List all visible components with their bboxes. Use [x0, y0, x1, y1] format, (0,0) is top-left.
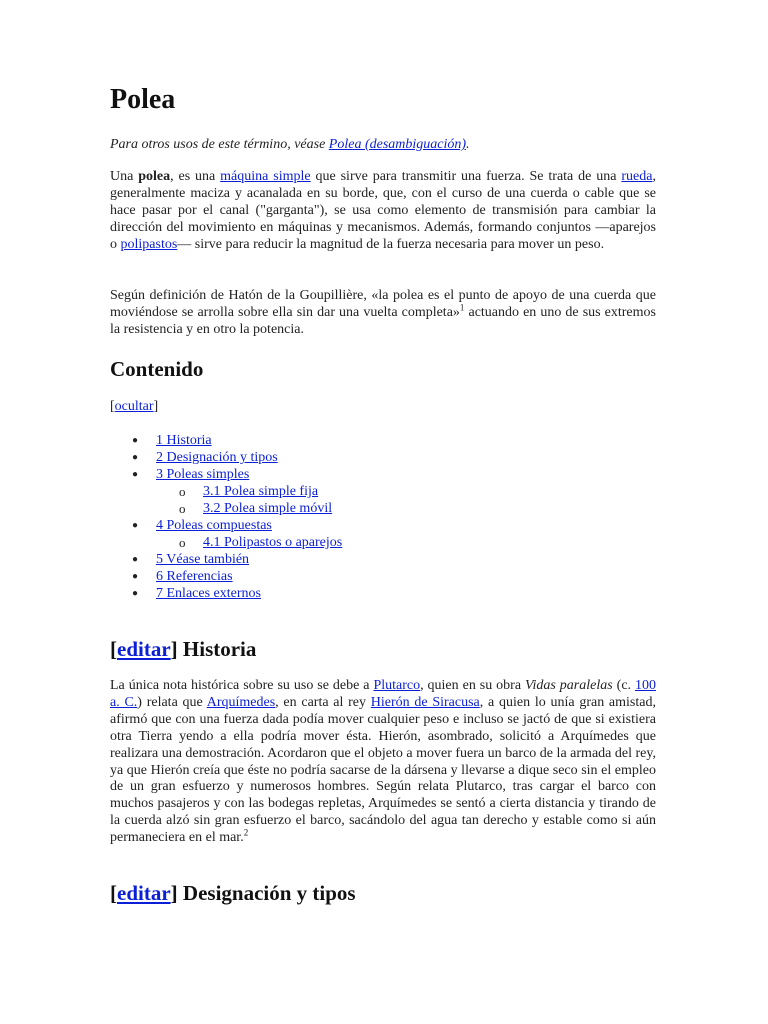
- historia-italic-title: Vidas paralelas: [525, 678, 613, 693]
- toc-item: [110, 466, 342, 483]
- toc-hide-link[interactable]: ocultar: [114, 399, 154, 414]
- historia-text: ) relata que: [137, 694, 207, 710]
- intro-bold-term: polea: [138, 169, 171, 184]
- historia-text: (c.: [612, 678, 635, 693]
- toc-item: [110, 534, 342, 551]
- toc-item: [110, 568, 342, 585]
- intro-reference-marker[interactable]: 1: [459, 302, 465, 313]
- intro-paragraph-2: [110, 288, 656, 339]
- edit-open-bracket: [: [110, 881, 117, 905]
- toc-item: [110, 483, 342, 500]
- intro-text: — sirve para reducir la magnitud de la fuerza necesaria para mover un peso.: [177, 236, 605, 252]
- toc-item: [110, 585, 342, 602]
- bullet-icon: ●: [132, 452, 139, 463]
- toc-item: [110, 432, 342, 449]
- hatnote-text: Para otros usos de este término, véase: [110, 137, 329, 152]
- historia-link[interactable]: Plutarco: [373, 678, 421, 693]
- edit-close-bracket: ]: [170, 637, 178, 661]
- toc-toggle-close-bracket: ]: [153, 399, 159, 414]
- historia-link[interactable]: 100 a. C.: [110, 678, 656, 710]
- disambiguation-hatnote: [110, 136, 656, 153]
- toc-item-link[interactable]: 1 Historia: [156, 433, 212, 448]
- hatnote-link[interactable]: Polea (desambiguación): [328, 137, 467, 152]
- toc-toggle-open-bracket: [: [110, 399, 115, 414]
- section-heading-designacion: [110, 881, 656, 906]
- toc-item: [110, 500, 342, 517]
- intro-link[interactable]: rueda: [621, 169, 653, 184]
- bullet-icon: ●: [132, 435, 139, 446]
- toc-item-link[interactable]: 7 Enlaces externos: [156, 586, 261, 601]
- bullet-icon: o: [179, 501, 186, 516]
- historia-text: , a quien lo unía gran amistad, afirmó que con una fuerza dada podía mover cualquier peso e incluso se jactó de que si existiera otra Tierra yendo a ella podría mover ésta. Hierón, asombrado, solicitó a Arquímedes que realizara una demostración. Acordaron que el objeto a mover fuera un barco de la armada del rey, ya que Hierón creía que éste no podría sacarse de la dársena y llevarse a dique seco sin el empleo de un gran esfuerzo y numerosos hombres. Según relata Plutarco, tras cargar el barco con muchos pasajeros y con las bodegas repletas, Arquímedes se sentó a cierta distancia y tirando de la cuerda alzó sin gran esfuerzo el barco, sacándolo del agua tan derecho y estable como si aún permaneciera en el mar.: [110, 694, 656, 846]
- toc-item-link[interactable]: 3.1 Polea simple fija: [203, 484, 319, 499]
- toc-heading: Contenido: [110, 357, 204, 381]
- edit-designacion-link[interactable]: editar: [117, 881, 171, 905]
- toc-item-link[interactable]: 6 Referencias: [156, 569, 233, 584]
- section-heading-historia: [110, 637, 656, 662]
- bullet-icon: ●: [132, 520, 139, 531]
- intro-text: actuando en uno de sus extremos la resistencia y en otro la potencia.: [110, 304, 656, 337]
- bullet-icon: ●: [132, 571, 139, 582]
- bullet-icon: o: [179, 535, 186, 550]
- intro-link[interactable]: polipastos: [120, 236, 178, 252]
- intro-paragraph-1: [110, 169, 656, 254]
- intro-text: que sirve para transmitir una fuerza. Se trata de una: [310, 169, 622, 184]
- intro-text: Una: [110, 169, 139, 184]
- toc-toggle: [110, 398, 656, 415]
- toc-item-link[interactable]: 2 Designación y tipos: [156, 450, 278, 465]
- intro-link[interactable]: máquina simple: [220, 169, 311, 184]
- historia-link[interactable]: Hierón de Siracusa: [370, 694, 480, 710]
- toc-item-link[interactable]: 3.2 Polea simple móvil: [203, 501, 333, 516]
- historia-text: , en carta al rey: [275, 694, 371, 710]
- toc-item: [110, 449, 342, 466]
- historia-text: La única nota histórica sobre su uso se debe a: [110, 678, 374, 693]
- intro-text: , es una: [170, 169, 221, 184]
- bullet-icon: ●: [132, 554, 139, 565]
- historia-text: , quien en su obra: [420, 678, 525, 693]
- toc-item-link[interactable]: 4 Poleas compuestas: [156, 518, 272, 533]
- bullet-icon: ●: [132, 588, 139, 599]
- intro-text: Según definición de Hatón de la Goupillière, «la polea es el punto de apoyo de una cuerda que moviéndose se arrolla sobre ella sin dar una vuelta completa»: [110, 288, 656, 320]
- intro-text: , generalmente maciza y acanalada en su borde, que, con el curso de una cuerda o cable que se hace pasar por el canal ("garganta"), se usa como elemento de transmisión para cambiar la dirección del movimiento en máquinas y mecanismos. Además, formando conjuntos —aparejos o: [110, 169, 656, 252]
- historia-paragraph: [110, 678, 656, 847]
- historia-reference-marker[interactable]: 2: [243, 827, 249, 838]
- page-title: Polea: [110, 84, 176, 115]
- toc-item-link[interactable]: 4.1 Polipastos o aparejos: [203, 535, 343, 550]
- table-of-contents: [110, 432, 342, 602]
- edit-historia-link[interactable]: editar: [117, 637, 171, 661]
- edit-close-bracket: ]: [170, 881, 178, 905]
- hatnote-text: .: [466, 137, 470, 152]
- edit-open-bracket: [: [110, 637, 117, 661]
- section-title-designacion: Designación y tipos: [182, 881, 356, 905]
- bullet-icon: ●: [132, 469, 139, 480]
- section-title-historia: Historia: [182, 637, 257, 661]
- toc-item-link[interactable]: 5 Véase también: [156, 552, 250, 567]
- historia-link[interactable]: Arquímedes: [206, 694, 276, 710]
- toc-item-link[interactable]: 3 Poleas simples: [156, 467, 250, 482]
- bullet-icon: o: [179, 484, 186, 499]
- toc-item: [110, 551, 342, 568]
- toc-item: [110, 517, 342, 534]
